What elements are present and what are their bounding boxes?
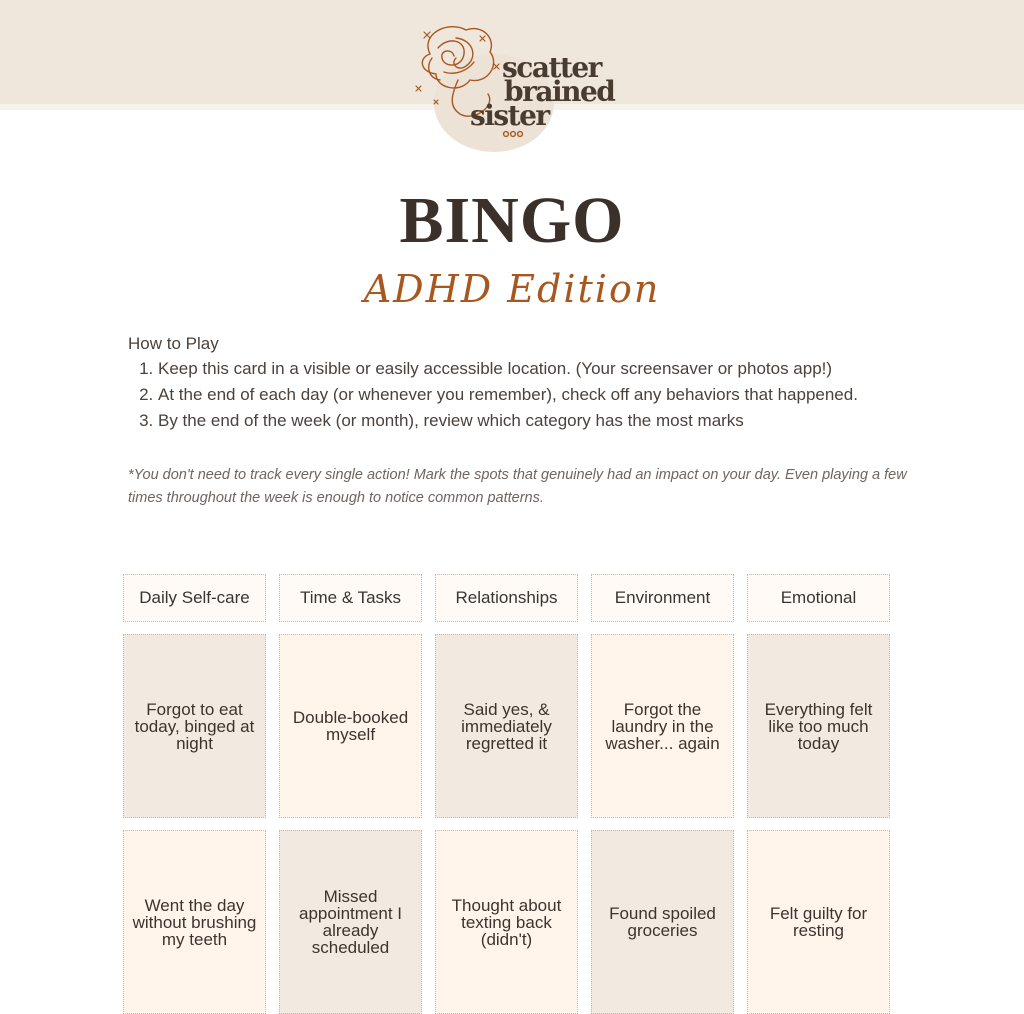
- category-header-relationships: Relationships: [435, 574, 578, 622]
- bingo-cell[interactable]: [123, 830, 266, 1014]
- category-header-environment: Environment: [591, 574, 734, 622]
- bingo-cell[interactable]: [279, 634, 422, 818]
- bingo-cell[interactable]: [747, 634, 890, 818]
- page-title: BINGO: [399, 184, 625, 257]
- category-header-self-care: Daily Self-care: [123, 574, 266, 622]
- bingo-cell-text: Went the day without brushing my teeth: [132, 895, 257, 949]
- how-to-play-step: 2. At the end of each day (or whenever you remember), check off any behaviors that happened.: [158, 385, 918, 405]
- bingo-cell-text: Felt guilty for resting: [769, 904, 868, 940]
- category-header-time-tasks: Time & Tasks: [279, 574, 422, 622]
- bingo-cell[interactable]: [279, 830, 422, 1014]
- bingo-cell[interactable]: [435, 830, 578, 1014]
- logo-wordmark-line2: brained: [504, 75, 615, 108]
- bingo-cell[interactable]: [747, 830, 890, 1014]
- category-header-emotional: Emotional: [747, 574, 890, 622]
- bingo-cell[interactable]: [591, 634, 734, 818]
- bingo-cell-text: Double-booked myself: [292, 708, 409, 744]
- logo-wordmark-line3: sister: [470, 99, 549, 132]
- page-subtitle: ADHD Edition: [363, 267, 661, 311]
- logo-wordmark-line1: scatter: [502, 51, 601, 84]
- how-to-play-step: 1. Keep this card in a visible or easily accessible location. (Your screensaver or photos app!): [158, 359, 918, 379]
- tracking-note: *You don't need to track every single action! Mark the spots that genuinely had an impact on your day. Even playing a few times throughout the week is enough to notice common patterns.: [128, 467, 907, 506]
- bingo-cell-text: Found spoiled groceries: [609, 904, 716, 940]
- how-to-play-step: 3. By the end of the week (or month), review which category has the most marks: [158, 411, 918, 431]
- bingo-cell-text: Missed appointment I already scheduled: [298, 887, 402, 957]
- bingo-cell-text: Forgot the laundry in the washer... again: [605, 699, 720, 753]
- bingo-cell[interactable]: [591, 830, 734, 1014]
- brand-logo: [404, 14, 628, 154]
- bingo-cell[interactable]: [123, 634, 266, 818]
- how-to-play-title: How to Play: [128, 334, 219, 353]
- how-to-play-steps: [128, 359, 918, 431]
- bingo-cell-text: Forgot to eat today, binged at night: [134, 699, 255, 753]
- bingo-cell-text: Thought about texting back (didn't): [451, 895, 562, 949]
- bingo-cell-text: Everything felt like too much today: [764, 699, 873, 753]
- how-to-play-section: [128, 334, 918, 437]
- bingo-cell[interactable]: [435, 634, 578, 818]
- bingo-cell-text: Said yes, & immediately regretted it: [461, 699, 552, 753]
